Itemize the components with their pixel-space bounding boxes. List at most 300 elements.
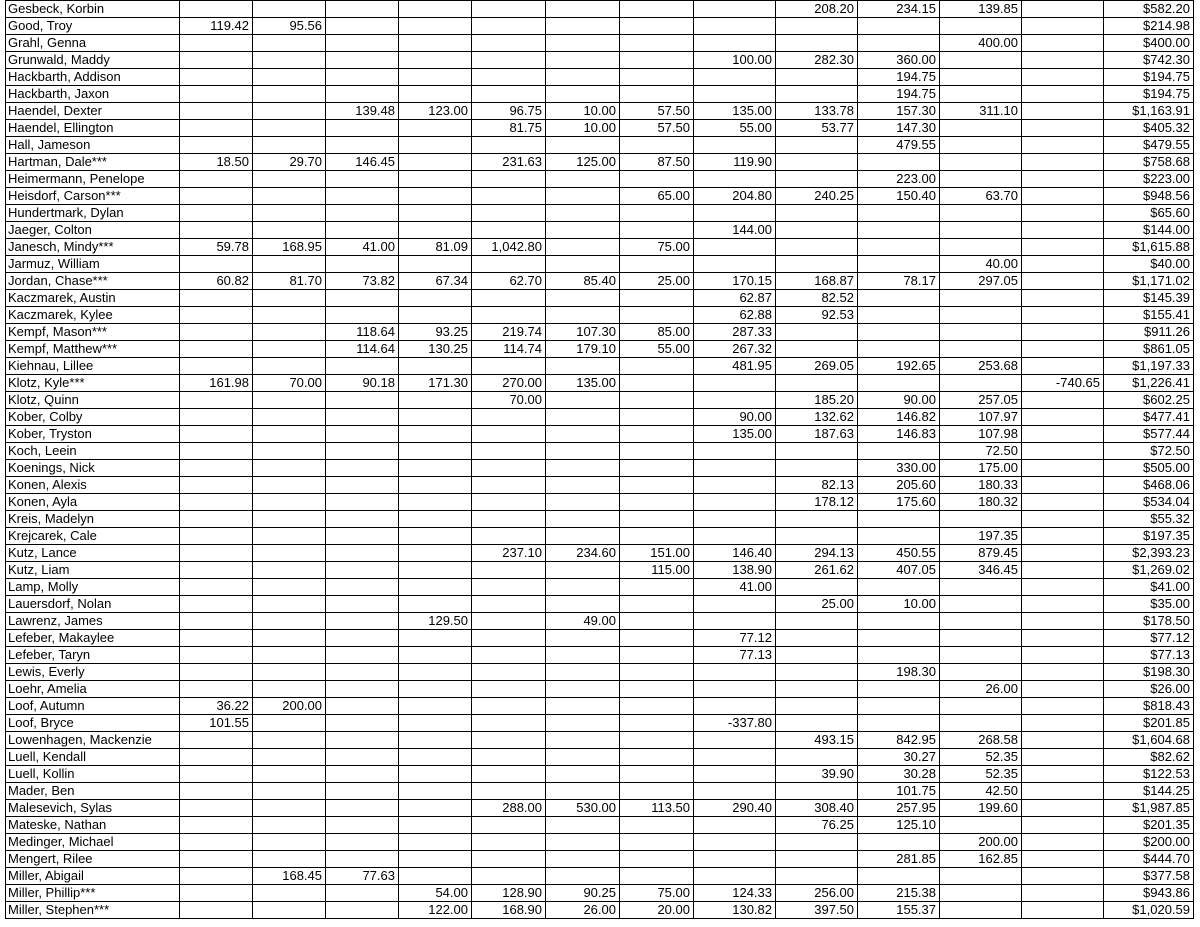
cell-amount bbox=[399, 477, 472, 494]
cell-total: $145.39 bbox=[1104, 290, 1194, 307]
cell-amount bbox=[472, 664, 546, 681]
cell-amount bbox=[694, 1, 776, 18]
cell-total: $2,393.23 bbox=[1104, 545, 1194, 562]
cell-total: $468.06 bbox=[1104, 477, 1194, 494]
cell-amount bbox=[620, 52, 694, 69]
table-row bbox=[6, 69, 1194, 86]
cell-amount bbox=[326, 681, 399, 698]
cell-amount bbox=[694, 766, 776, 783]
cell-amount bbox=[180, 256, 253, 273]
cell-amount bbox=[858, 579, 940, 596]
cell-amount bbox=[326, 698, 399, 715]
cell-amount bbox=[253, 392, 326, 409]
cell-amount bbox=[1022, 290, 1104, 307]
cell-amount: 114.74 bbox=[472, 341, 546, 358]
cell-amount bbox=[1022, 868, 1104, 885]
cell-amount: 150.40 bbox=[858, 188, 940, 205]
cell-amount: 198.30 bbox=[858, 664, 940, 681]
cell-amount: 63.70 bbox=[940, 188, 1022, 205]
cell-amount: 75.00 bbox=[620, 885, 694, 902]
table-row bbox=[6, 290, 1194, 307]
cell-amount bbox=[399, 681, 472, 698]
cell-amount bbox=[399, 222, 472, 239]
cell-name: Kober, Tryston bbox=[6, 426, 180, 443]
cell-amount bbox=[253, 528, 326, 545]
cell-amount: 10.00 bbox=[546, 103, 620, 120]
cell-amount bbox=[180, 35, 253, 52]
cell-amount bbox=[326, 851, 399, 868]
cell-amount bbox=[326, 783, 399, 800]
cell-amount: 208.20 bbox=[776, 1, 858, 18]
cell-amount: 194.75 bbox=[858, 69, 940, 86]
cell-amount bbox=[940, 52, 1022, 69]
cell-total: $194.75 bbox=[1104, 69, 1194, 86]
cell-amount bbox=[399, 171, 472, 188]
cell-amount: 54.00 bbox=[399, 885, 472, 902]
cell-amount: 481.95 bbox=[694, 358, 776, 375]
cell-amount bbox=[180, 681, 253, 698]
cell-name: Miller, Stephen*** bbox=[6, 902, 180, 919]
cell-amount bbox=[180, 1, 253, 18]
cell-amount bbox=[694, 443, 776, 460]
cell-amount: 29.70 bbox=[253, 154, 326, 171]
cell-amount bbox=[399, 511, 472, 528]
cell-amount bbox=[399, 749, 472, 766]
cell-amount bbox=[399, 409, 472, 426]
table-row bbox=[6, 103, 1194, 120]
cell-total: $197.35 bbox=[1104, 528, 1194, 545]
cell-amount bbox=[253, 749, 326, 766]
cell-amount: 40.00 bbox=[940, 256, 1022, 273]
cell-amount: 130.25 bbox=[399, 341, 472, 358]
cell-amount: 161.98 bbox=[180, 375, 253, 392]
cell-amount: 62.87 bbox=[694, 290, 776, 307]
cell-amount: 240.25 bbox=[776, 188, 858, 205]
cell-total: $577.44 bbox=[1104, 426, 1194, 443]
cell-amount bbox=[620, 69, 694, 86]
cell-amount bbox=[694, 239, 776, 256]
cell-amount bbox=[326, 511, 399, 528]
cell-amount bbox=[253, 681, 326, 698]
cell-name: Haendel, Dexter bbox=[6, 103, 180, 120]
cell-amount bbox=[858, 341, 940, 358]
cell-amount: 101.55 bbox=[180, 715, 253, 732]
cell-amount bbox=[326, 749, 399, 766]
cell-amount bbox=[776, 18, 858, 35]
table-row bbox=[6, 698, 1194, 715]
table-row bbox=[6, 732, 1194, 749]
cell-amount bbox=[472, 358, 546, 375]
table-row bbox=[6, 409, 1194, 426]
cell-amount: 122.00 bbox=[399, 902, 472, 919]
cell-amount bbox=[399, 647, 472, 664]
cell-name: Grunwald, Maddy bbox=[6, 52, 180, 69]
cell-amount bbox=[399, 426, 472, 443]
cell-amount bbox=[472, 630, 546, 647]
cell-amount: 175.60 bbox=[858, 494, 940, 511]
table-row bbox=[6, 647, 1194, 664]
cell-amount: 70.00 bbox=[253, 375, 326, 392]
cell-amount bbox=[326, 834, 399, 851]
cell-total: $77.12 bbox=[1104, 630, 1194, 647]
cell-total: $26.00 bbox=[1104, 681, 1194, 698]
cell-amount bbox=[1022, 579, 1104, 596]
cell-amount bbox=[253, 256, 326, 273]
cell-amount bbox=[326, 69, 399, 86]
cell-amount bbox=[776, 715, 858, 732]
table-row bbox=[6, 460, 1194, 477]
cell-amount bbox=[253, 86, 326, 103]
cell-amount bbox=[940, 596, 1022, 613]
cell-amount bbox=[180, 613, 253, 630]
cell-amount bbox=[858, 698, 940, 715]
cell-amount bbox=[620, 171, 694, 188]
cell-amount bbox=[1022, 426, 1104, 443]
cell-total: $1,197.33 bbox=[1104, 358, 1194, 375]
cell-amount bbox=[620, 834, 694, 851]
cell-amount bbox=[776, 579, 858, 596]
cell-amount bbox=[253, 647, 326, 664]
cell-amount bbox=[858, 868, 940, 885]
cell-amount bbox=[776, 511, 858, 528]
cell-amount bbox=[940, 511, 1022, 528]
cell-amount bbox=[546, 698, 620, 715]
cell-amount bbox=[620, 528, 694, 545]
cell-amount bbox=[858, 256, 940, 273]
cell-amount bbox=[694, 596, 776, 613]
cell-name: Mateske, Nathan bbox=[6, 817, 180, 834]
cell-total: $72.50 bbox=[1104, 443, 1194, 460]
cell-amount: 36.22 bbox=[180, 698, 253, 715]
cell-amount bbox=[858, 307, 940, 324]
cell-amount bbox=[1022, 18, 1104, 35]
cell-name: Gesbeck, Korbin bbox=[6, 1, 180, 18]
cell-name: Konen, Ayla bbox=[6, 494, 180, 511]
cell-name: Mader, Ben bbox=[6, 783, 180, 800]
table-row bbox=[6, 817, 1194, 834]
cell-total: $1,269.02 bbox=[1104, 562, 1194, 579]
cell-amount bbox=[180, 579, 253, 596]
cell-amount bbox=[694, 375, 776, 392]
cell-amount bbox=[858, 35, 940, 52]
cell-name: Lamp, Molly bbox=[6, 579, 180, 596]
table-row bbox=[6, 596, 1194, 613]
cell-amount bbox=[940, 137, 1022, 154]
cell-amount bbox=[940, 86, 1022, 103]
cell-amount bbox=[694, 698, 776, 715]
table-row bbox=[6, 120, 1194, 137]
cell-amount bbox=[940, 154, 1022, 171]
cell-amount bbox=[620, 205, 694, 222]
cell-amount bbox=[776, 630, 858, 647]
cell-total: $742.30 bbox=[1104, 52, 1194, 69]
cell-total: $194.75 bbox=[1104, 86, 1194, 103]
cell-amount bbox=[776, 341, 858, 358]
cell-amount bbox=[326, 392, 399, 409]
cell-amount bbox=[940, 205, 1022, 222]
cell-amount: 257.05 bbox=[940, 392, 1022, 409]
cell-amount bbox=[776, 698, 858, 715]
cell-amount bbox=[326, 35, 399, 52]
cell-amount bbox=[472, 477, 546, 494]
cell-amount bbox=[180, 443, 253, 460]
cell-amount: 231.63 bbox=[472, 154, 546, 171]
cell-amount bbox=[253, 511, 326, 528]
cell-amount bbox=[858, 681, 940, 698]
cell-amount bbox=[694, 749, 776, 766]
cell-amount: 170.15 bbox=[694, 273, 776, 290]
cell-total: $155.41 bbox=[1104, 307, 1194, 324]
cell-amount bbox=[180, 409, 253, 426]
cell-amount bbox=[546, 358, 620, 375]
cell-amount bbox=[326, 205, 399, 222]
cell-amount: 90.00 bbox=[694, 409, 776, 426]
cell-total: $122.53 bbox=[1104, 766, 1194, 783]
cell-amount bbox=[940, 715, 1022, 732]
cell-name: Hackbarth, Addison bbox=[6, 69, 180, 86]
cell-amount: 197.35 bbox=[940, 528, 1022, 545]
cell-name: Lawrenz, James bbox=[6, 613, 180, 630]
cell-amount bbox=[326, 52, 399, 69]
cell-amount bbox=[1022, 307, 1104, 324]
cell-total: $582.20 bbox=[1104, 1, 1194, 18]
cell-amount bbox=[1022, 103, 1104, 120]
cell-amount bbox=[180, 358, 253, 375]
cell-amount: 107.98 bbox=[940, 426, 1022, 443]
cell-amount bbox=[776, 256, 858, 273]
cell-amount: 62.70 bbox=[472, 273, 546, 290]
table-row bbox=[6, 511, 1194, 528]
cell-amount: 360.00 bbox=[858, 52, 940, 69]
cell-amount bbox=[1022, 409, 1104, 426]
cell-amount bbox=[940, 647, 1022, 664]
cell-amount bbox=[180, 494, 253, 511]
cell-amount: 101.75 bbox=[858, 783, 940, 800]
cell-amount bbox=[546, 52, 620, 69]
cell-amount bbox=[253, 120, 326, 137]
cell-amount bbox=[858, 239, 940, 256]
cell-amount: 199.60 bbox=[940, 800, 1022, 817]
cell-amount bbox=[620, 222, 694, 239]
cell-amount bbox=[858, 290, 940, 307]
cell-total: $201.85 bbox=[1104, 715, 1194, 732]
cell-amount bbox=[694, 783, 776, 800]
cell-amount bbox=[472, 307, 546, 324]
cell-amount bbox=[180, 341, 253, 358]
cell-amount bbox=[399, 120, 472, 137]
cell-amount bbox=[694, 732, 776, 749]
cell-amount: 70.00 bbox=[472, 392, 546, 409]
cell-total: $1,604.68 bbox=[1104, 732, 1194, 749]
cell-amount: 125.00 bbox=[546, 154, 620, 171]
table-row bbox=[6, 579, 1194, 596]
cell-amount bbox=[620, 681, 694, 698]
cell-amount bbox=[180, 596, 253, 613]
cell-amount bbox=[472, 766, 546, 783]
cell-amount bbox=[326, 120, 399, 137]
cell-amount bbox=[180, 290, 253, 307]
cell-amount bbox=[180, 392, 253, 409]
table-row bbox=[6, 341, 1194, 358]
cell-amount: 450.55 bbox=[858, 545, 940, 562]
table-row bbox=[6, 800, 1194, 817]
cell-amount: 67.34 bbox=[399, 273, 472, 290]
cell-amount bbox=[546, 732, 620, 749]
cell-amount: 144.00 bbox=[694, 222, 776, 239]
cell-amount bbox=[620, 579, 694, 596]
cell-amount: 132.62 bbox=[776, 409, 858, 426]
cell-amount bbox=[776, 613, 858, 630]
cell-amount: 185.20 bbox=[776, 392, 858, 409]
cell-amount bbox=[399, 188, 472, 205]
cell-amount: 842.95 bbox=[858, 732, 940, 749]
cell-amount bbox=[776, 868, 858, 885]
cell-name: Kempf, Matthew*** bbox=[6, 341, 180, 358]
cell-amount bbox=[940, 579, 1022, 596]
cell-amount bbox=[472, 137, 546, 154]
cell-total: $758.68 bbox=[1104, 154, 1194, 171]
cell-amount bbox=[1022, 630, 1104, 647]
table-row bbox=[6, 35, 1194, 52]
cell-total: $1,163.91 bbox=[1104, 103, 1194, 120]
cell-amount bbox=[620, 664, 694, 681]
cell-amount bbox=[694, 834, 776, 851]
cell-amount bbox=[620, 256, 694, 273]
cell-amount: 155.37 bbox=[858, 902, 940, 919]
cell-amount bbox=[472, 681, 546, 698]
cell-amount bbox=[546, 188, 620, 205]
cell-amount bbox=[1022, 766, 1104, 783]
cell-amount bbox=[326, 222, 399, 239]
cell-amount bbox=[472, 579, 546, 596]
cell-amount bbox=[776, 205, 858, 222]
cell-amount bbox=[1022, 392, 1104, 409]
cell-amount bbox=[546, 715, 620, 732]
cell-amount: 297.05 bbox=[940, 273, 1022, 290]
cell-amount bbox=[940, 324, 1022, 341]
cell-amount bbox=[546, 426, 620, 443]
cell-amount bbox=[546, 664, 620, 681]
cell-amount bbox=[1022, 35, 1104, 52]
table-row bbox=[6, 630, 1194, 647]
cell-total: $1,226.41 bbox=[1104, 375, 1194, 392]
cell-amount bbox=[1022, 562, 1104, 579]
cell-amount bbox=[472, 834, 546, 851]
cell-amount: 179.10 bbox=[546, 341, 620, 358]
cell-amount bbox=[399, 562, 472, 579]
cell-name: Kiehnau, Lillee bbox=[6, 358, 180, 375]
cell-amount bbox=[1022, 205, 1104, 222]
cell-amount bbox=[253, 834, 326, 851]
cell-name: Jaeger, Colton bbox=[6, 222, 180, 239]
cell-amount bbox=[472, 443, 546, 460]
cell-amount bbox=[1022, 681, 1104, 698]
cell-amount bbox=[694, 86, 776, 103]
cell-amount bbox=[546, 307, 620, 324]
cell-amount bbox=[180, 69, 253, 86]
cell-amount bbox=[253, 222, 326, 239]
cell-amount: 133.78 bbox=[776, 103, 858, 120]
cell-amount bbox=[253, 800, 326, 817]
cell-amount bbox=[694, 868, 776, 885]
cell-amount bbox=[776, 851, 858, 868]
cell-amount: 115.00 bbox=[620, 562, 694, 579]
cell-amount: 39.90 bbox=[776, 766, 858, 783]
cell-amount bbox=[472, 205, 546, 222]
cell-amount: 77.13 bbox=[694, 647, 776, 664]
cell-amount bbox=[180, 562, 253, 579]
cell-amount bbox=[546, 86, 620, 103]
cell-amount bbox=[940, 307, 1022, 324]
cell-amount: 81.75 bbox=[472, 120, 546, 137]
cell-amount bbox=[694, 664, 776, 681]
cell-amount bbox=[180, 120, 253, 137]
cell-name: Lauersdorf, Nolan bbox=[6, 596, 180, 613]
cell-amount: 234.15 bbox=[858, 1, 940, 18]
cell-amount: 52.35 bbox=[940, 749, 1022, 766]
cell-amount bbox=[694, 205, 776, 222]
cell-amount: 479.55 bbox=[858, 137, 940, 154]
cell-amount: 311.10 bbox=[940, 103, 1022, 120]
cell-amount bbox=[546, 35, 620, 52]
cell-amount bbox=[1022, 188, 1104, 205]
cell-amount bbox=[326, 477, 399, 494]
cell-amount bbox=[399, 460, 472, 477]
cell-amount bbox=[180, 324, 253, 341]
cell-amount bbox=[546, 239, 620, 256]
cell-amount bbox=[472, 494, 546, 511]
cell-amount: 100.00 bbox=[694, 52, 776, 69]
cell-amount bbox=[253, 613, 326, 630]
cell-amount bbox=[326, 290, 399, 307]
cell-amount bbox=[326, 494, 399, 511]
cell-amount bbox=[694, 817, 776, 834]
cell-amount bbox=[940, 341, 1022, 358]
cell-amount bbox=[399, 52, 472, 69]
cell-amount bbox=[180, 528, 253, 545]
cell-name: Hundertmark, Dylan bbox=[6, 205, 180, 222]
table-row bbox=[6, 426, 1194, 443]
cell-amount: 76.25 bbox=[776, 817, 858, 834]
cell-amount bbox=[180, 460, 253, 477]
cell-total: $444.70 bbox=[1104, 851, 1194, 868]
cell-amount bbox=[694, 460, 776, 477]
cell-amount bbox=[326, 902, 399, 919]
cell-amount: 294.13 bbox=[776, 545, 858, 562]
cell-amount: 171.30 bbox=[399, 375, 472, 392]
cell-amount: 281.85 bbox=[858, 851, 940, 868]
cell-amount bbox=[180, 851, 253, 868]
cell-amount bbox=[858, 613, 940, 630]
cell-amount bbox=[253, 324, 326, 341]
cell-amount bbox=[472, 749, 546, 766]
cell-amount: 237.10 bbox=[472, 545, 546, 562]
cell-amount: 107.30 bbox=[546, 324, 620, 341]
cell-name: Hartman, Dale*** bbox=[6, 154, 180, 171]
cell-name: Kober, Colby bbox=[6, 409, 180, 426]
cell-amount bbox=[940, 885, 1022, 902]
cell-amount: 77.12 bbox=[694, 630, 776, 647]
cell-amount: 10.00 bbox=[546, 120, 620, 137]
cell-amount bbox=[1022, 528, 1104, 545]
cell-amount: 92.53 bbox=[776, 307, 858, 324]
cell-amount bbox=[253, 732, 326, 749]
cell-amount: 287.33 bbox=[694, 324, 776, 341]
cell-amount bbox=[399, 392, 472, 409]
cell-amount: 60.82 bbox=[180, 273, 253, 290]
cell-amount bbox=[326, 460, 399, 477]
cell-amount bbox=[472, 171, 546, 188]
